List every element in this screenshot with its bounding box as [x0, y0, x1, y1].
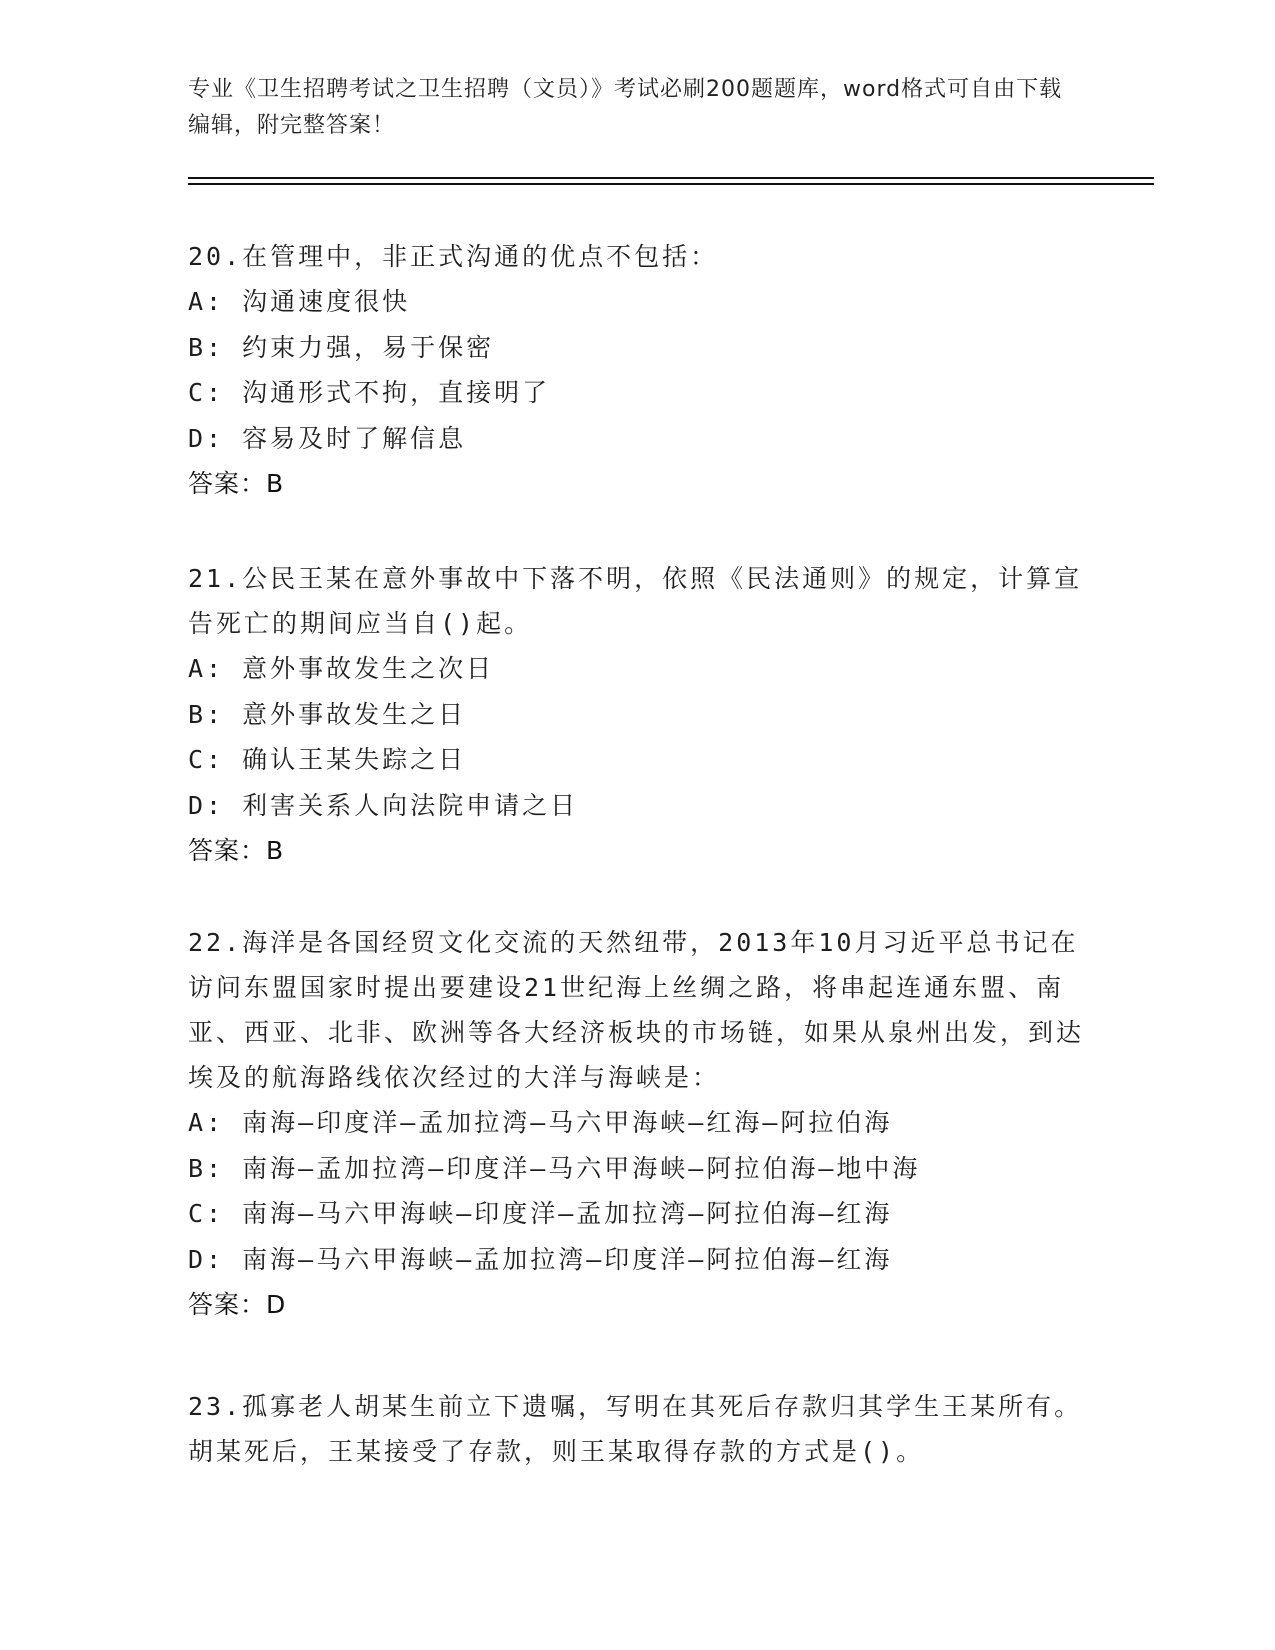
option-d: D: 南海—马六甲海峡—孟加拉湾—印度洋—阿拉伯海—红海 — [188, 1244, 893, 1274]
question-stem: 20.在管理中，非正式沟通的优点不包括： — [188, 242, 719, 271]
option-c: C: 沟通形式不拘，直接明了 — [188, 378, 551, 407]
option-d: D: 利害关系人向法院申请之日 — [188, 790, 579, 820]
option-c: C: 确认王某失踪之日 — [188, 745, 467, 774]
answer-line: 答案：D — [188, 1290, 287, 1319]
document-header: 专业《卫生招聘考试之卫生招聘（文员）》考试必刷200题题库，word格式可自由下载编辑，附完整答案！ — [188, 77, 1063, 138]
option-d: D: 容易及时了解信息 — [188, 423, 467, 453]
option-b: B: 约束力强，易于保密 — [188, 332, 495, 362]
question-stem: 23.孤寡老人胡某生前立下遗嘱，写明在其死后存款归其学生王某所有。胡某死后，王某接受了存款，则王某取得存款的方式是()。 — [188, 1392, 1083, 1466]
question-stem: 21.公民王某在意外事故中下落不明，依照《民法通则》的规定，计算宣告死亡的期间应当自()起。 — [188, 564, 1083, 638]
answer-line: 答案：B — [188, 836, 285, 865]
answer-line: 答案：B — [188, 469, 285, 498]
question-22 — [188, 920, 1088, 1327]
question-stem: 22.海洋是各国经贸文化交流的天然纽带，2013年10月习近平总书记在访问东盟国家时提出要建设21世纪海上丝绸之路，将串起连通东盟、南亚、西亚、北非、欧洲等各大经济板块的市场链，如果从泉州出发，到达埃及的航海路线依次经过的大洋与海峡是： — [188, 928, 1085, 1092]
question-23 — [188, 1384, 1088, 1474]
option-c: C: 南海—马六甲海峡—印度洋—孟加拉湾—阿拉伯海—红海 — [188, 1199, 893, 1228]
option-b: B: 意外事故发生之日 — [188, 699, 467, 729]
question-21 — [188, 556, 1088, 873]
header-divider-bottom — [188, 183, 1154, 185]
option-a: A: 南海—印度洋—孟加拉湾—马六甲海峡—红海—阿拉伯海 — [188, 1108, 893, 1137]
option-b: B: 南海—孟加拉湾—印度洋—马六甲海峡—阿拉伯海—地中海 — [188, 1153, 921, 1183]
header-divider-top — [188, 177, 1154, 179]
question-20 — [188, 234, 1088, 506]
option-a: A: 沟通速度很快 — [188, 287, 411, 316]
option-a: A: 意外事故发生之次日 — [188, 654, 495, 683]
